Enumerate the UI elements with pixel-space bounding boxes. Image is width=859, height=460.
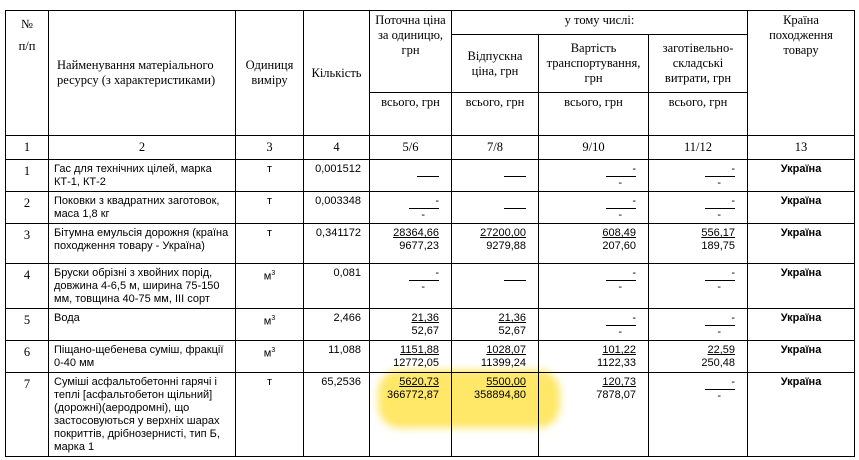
row-number: 6	[6, 341, 49, 373]
transport-cost	[539, 341, 649, 373]
bottom-value: 12772,05	[393, 357, 439, 369]
top-value: -	[705, 376, 735, 390]
top-value: 608,49	[602, 227, 636, 239]
row-number: 4	[6, 264, 49, 309]
bottom-value: -	[421, 281, 425, 293]
table-row	[6, 160, 855, 192]
transport-cost	[539, 192, 649, 224]
header-country: Країна походження товару	[748, 11, 855, 136]
top-value: -	[606, 163, 636, 177]
top-value: 5500,00	[486, 376, 526, 388]
top-value: -	[606, 267, 636, 281]
release-price	[452, 264, 539, 309]
transport-cost	[539, 309, 649, 341]
header-name: Найменування матеріального ресурсу (з характеристиками)	[49, 11, 236, 136]
unit: т	[236, 373, 304, 457]
country: Україна	[748, 192, 855, 224]
quantity: 0,003348	[304, 192, 370, 224]
header-including: у тому числі:	[452, 11, 748, 35]
header-storage: заготівельно-складські витрати, грн	[649, 35, 748, 93]
country: Україна	[748, 341, 855, 373]
material-name: Вода	[49, 309, 236, 341]
transport-cost	[539, 373, 649, 457]
bottom-value: 207,60	[602, 240, 636, 252]
quantity: 11,088	[304, 341, 370, 373]
top-value: 1028,07	[486, 344, 526, 356]
release-price	[452, 192, 539, 224]
row-number: 1	[6, 160, 49, 192]
current-price	[370, 160, 452, 192]
unit: $м^3$	[236, 309, 304, 341]
row-number: 7	[6, 373, 49, 457]
release-price	[452, 341, 539, 373]
bottom-value: -	[717, 326, 721, 338]
bottom-value: 189,75	[701, 240, 735, 252]
top-value: 1151,88	[400, 344, 439, 356]
column-number: 3	[236, 136, 304, 160]
storage-cost	[649, 341, 748, 373]
table-row	[6, 373, 855, 457]
top-value: -	[606, 195, 636, 209]
top-value: 21,36	[498, 312, 526, 324]
header-transport: Вартість транспортування, грн	[539, 35, 649, 93]
material-name: Бітумна емульсія дорожня (країна походження товару - Україна)	[49, 224, 236, 264]
release-price	[452, 160, 539, 192]
storage-cost	[649, 160, 748, 192]
material-name: Гас для технічних цілей, марка КТ-1, КТ-2	[49, 160, 236, 192]
top-value: 27200,00	[480, 227, 526, 239]
header-total-9: всього, грн	[539, 93, 649, 136]
top-value: -	[409, 195, 439, 209]
top-value: 101,22	[602, 344, 636, 356]
transport-cost	[539, 264, 649, 309]
bottom-value: 9279,88	[486, 240, 526, 252]
top-value: 120,73	[602, 376, 636, 388]
unit: $м^3$	[236, 341, 304, 373]
column-number: 13	[748, 136, 855, 160]
bottom-value: 358894,80	[474, 389, 526, 401]
header-current-price: Поточна ціна за одиницю, грн	[370, 11, 452, 93]
bottom-value: -	[717, 209, 721, 221]
header-number: № п/п	[6, 11, 49, 136]
empty-dash	[504, 280, 526, 281]
quantity: 2,466	[304, 309, 370, 341]
bottom-value: 366772,87	[387, 389, 439, 401]
country: Україна	[748, 309, 855, 341]
country: Україна	[748, 373, 855, 457]
bottom-value: 7878,07	[596, 389, 636, 401]
empty-dash	[417, 176, 439, 177]
transport-cost	[539, 160, 649, 192]
header-unit: Одиниця виміру	[236, 11, 304, 136]
current-price	[370, 264, 452, 309]
quantity: 0,081	[304, 264, 370, 309]
column-number: 11/12	[649, 136, 748, 160]
current-price	[370, 309, 452, 341]
quantity: 0,341172	[304, 224, 370, 264]
bottom-value: 11399,24	[480, 357, 526, 369]
unit: т	[236, 160, 304, 192]
top-value: -	[705, 267, 735, 281]
top-value: -	[606, 312, 636, 326]
header-total-11: всього, грн	[649, 93, 748, 136]
column-number: 1	[6, 136, 49, 160]
storage-cost	[649, 373, 748, 457]
country: Україна	[748, 160, 855, 192]
current-price	[370, 341, 452, 373]
empty-dash	[504, 208, 526, 209]
column-number: 5/6	[370, 136, 452, 160]
top-value: 21,36	[411, 312, 439, 324]
bottom-value: 250,48	[701, 357, 735, 369]
transport-cost	[539, 224, 649, 264]
table-row	[6, 264, 855, 309]
empty-dash	[504, 176, 526, 177]
top-value: -	[705, 163, 735, 177]
column-numbers-row	[6, 136, 855, 160]
header-total-5: всього, грн	[370, 93, 452, 136]
top-value: 5620,73	[399, 376, 439, 388]
material-name: Поковки з квадратних заготовок, маса 1,8 кг	[49, 192, 236, 224]
bottom-value: 1122,33	[597, 357, 636, 369]
table-body	[6, 160, 855, 457]
unit: $м^3$	[236, 264, 304, 309]
bottom-value: -	[717, 390, 721, 402]
top-value: -	[409, 267, 439, 281]
table-row	[6, 224, 855, 264]
bottom-value: 52,67	[411, 325, 439, 337]
bottom-value: -	[618, 209, 622, 221]
header-release-price: Відпускна ціна, грн	[452, 35, 539, 93]
material-name: Бруски обрізні з хвойних порід, довжина 4-6,5 м, ширина 75-150 мм, товщина 40-75 мм, III сорт	[49, 264, 236, 309]
table-row	[6, 341, 855, 373]
row-number: 5	[6, 309, 49, 341]
bottom-value: -	[421, 209, 425, 221]
column-number: 9/10	[539, 136, 649, 160]
bottom-value: -	[618, 326, 622, 338]
release-price	[452, 224, 539, 264]
material-name: Суміші асфальтобетонні гарячі і теплі [асфальтобетон щільний] (дорожні)(аеродромні), що застосовуються у верхніх шарах покриттів, дрібнозернисті, тип Б, марка 1	[49, 373, 236, 457]
row-number: 2	[6, 192, 49, 224]
unit: т	[236, 224, 304, 264]
row-number: 3	[6, 224, 49, 264]
release-price	[452, 373, 539, 457]
bottom-value: -	[618, 281, 622, 293]
column-number: 7/8	[452, 136, 539, 160]
storage-cost	[649, 264, 748, 309]
column-number: 4	[304, 136, 370, 160]
unit: т	[236, 192, 304, 224]
bottom-value: -	[717, 177, 721, 189]
current-price	[370, 224, 452, 264]
current-price	[370, 373, 452, 457]
material-name: Піщано-щебенева суміш, фракції 0-40 мм	[49, 341, 236, 373]
top-value: 28364,66	[393, 227, 439, 239]
storage-cost	[649, 192, 748, 224]
quantity: 0,001512	[304, 160, 370, 192]
current-price	[370, 192, 452, 224]
materials-table	[5, 10, 855, 457]
column-number: 2	[49, 136, 236, 160]
top-value: -	[705, 312, 735, 326]
bottom-value: -	[618, 177, 622, 189]
quantity: 65,2536	[304, 373, 370, 457]
release-price	[452, 309, 539, 341]
top-value: 22,59	[707, 344, 735, 356]
bottom-value: -	[717, 281, 721, 293]
storage-cost	[649, 309, 748, 341]
country: Україна	[748, 264, 855, 309]
storage-cost	[649, 224, 748, 264]
header-quantity: Кількість	[304, 11, 370, 136]
table-row	[6, 192, 855, 224]
country: Україна	[748, 224, 855, 264]
bottom-value: 52,67	[498, 325, 526, 337]
top-value: 556,17	[701, 227, 735, 239]
header-total-7: всього, грн	[452, 93, 539, 136]
top-value: -	[705, 195, 735, 209]
table-row	[6, 309, 855, 341]
bottom-value: 9677,23	[399, 240, 439, 252]
